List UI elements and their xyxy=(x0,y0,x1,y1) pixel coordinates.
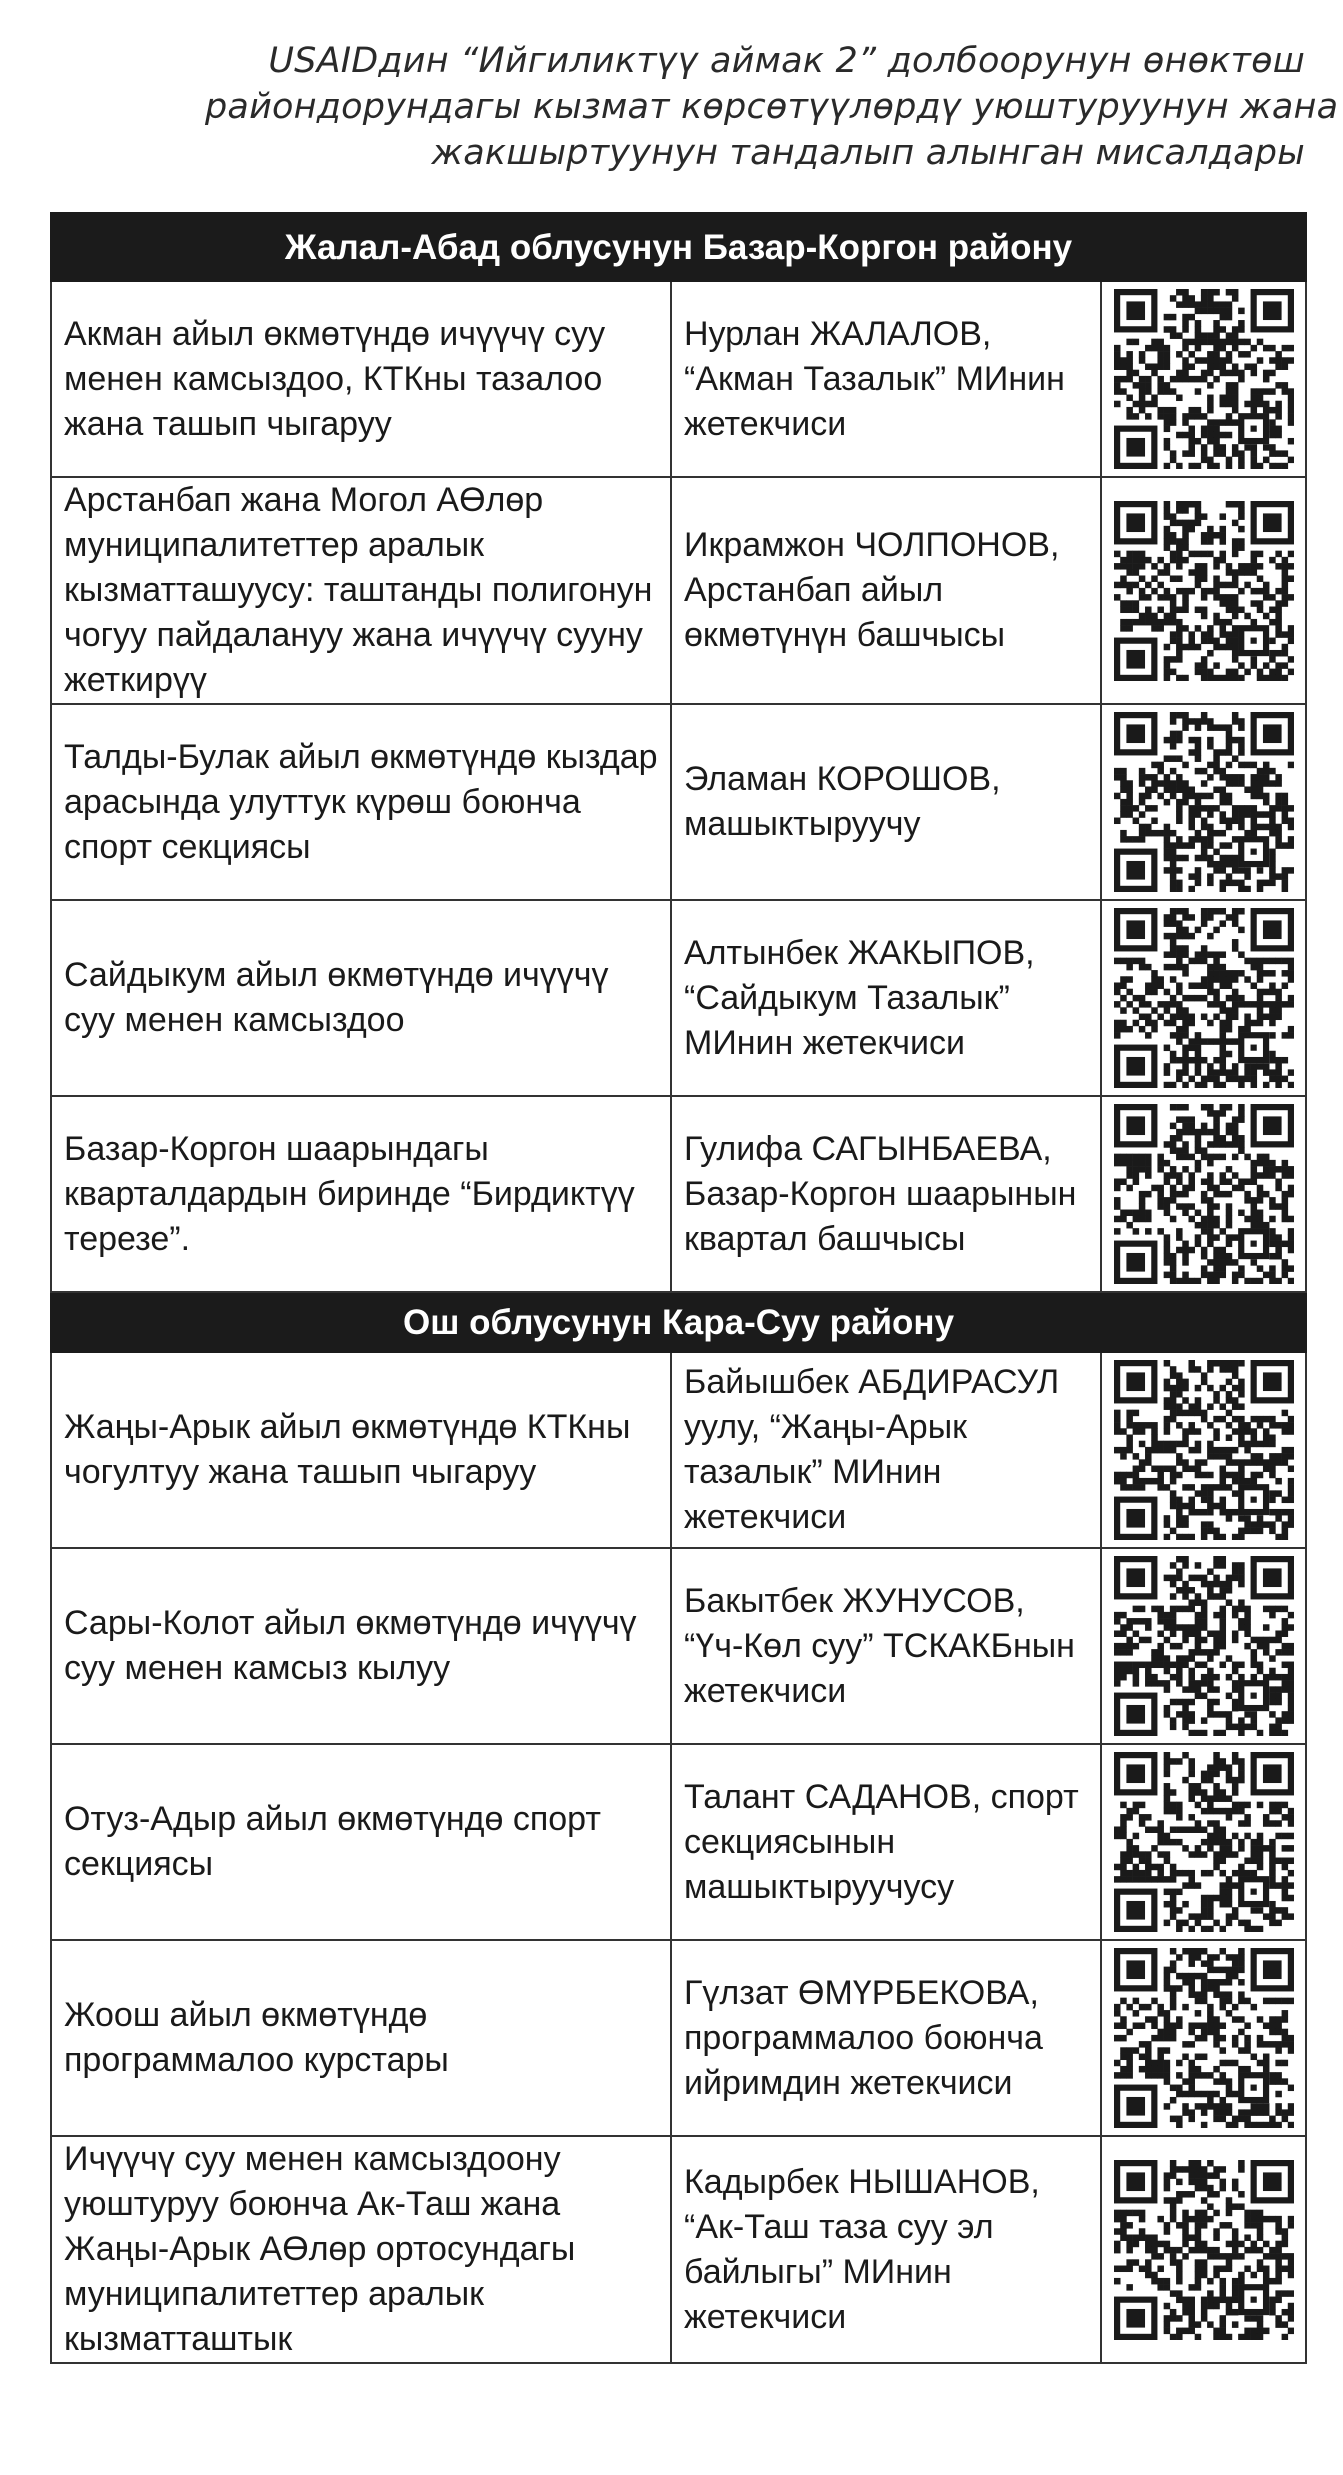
title-line: райондорундагы кызмат көрсөтүүлөрдү уюштуруунун жана xyxy=(205,87,1339,127)
qr-code-icon[interactable] xyxy=(1101,281,1306,477)
section-header xyxy=(51,213,1306,281)
qr-code-icon[interactable] xyxy=(1101,1548,1306,1744)
services-table xyxy=(50,212,1307,2364)
qr-code-icon[interactable] xyxy=(1101,704,1306,900)
section-heading: Ош облусунун Кара-Суу району xyxy=(51,1292,1306,1352)
section-heading: Жалал-Абад облусунун Базар-Коргон району xyxy=(51,213,1306,281)
project-cell: Базар-Коргон шаарындагы кварталдардын биринде “Бирдиктүү терезе”. xyxy=(51,1096,671,1292)
person-cell: Икрамжон ЧОЛПОНОВ, Арстанбап айыл өкмөтүнүн башчысы xyxy=(671,477,1101,704)
table-row xyxy=(51,1096,1306,1292)
person-cell: Талант САДАНОВ, спорт секциясынын машыктыруучусу xyxy=(671,1744,1101,1940)
project-cell: Сайдыкум айыл өкмөтүндө ичүүчү суу менен камсыздоо xyxy=(51,900,671,1096)
table-row xyxy=(51,281,1306,477)
qr-code-icon[interactable] xyxy=(1101,1744,1306,1940)
person-cell: Эламан КОРОШОВ, машыктыруучу xyxy=(671,704,1101,900)
project-cell: Жоош айыл өкмөтүндө программалоо курстары xyxy=(51,1940,671,2136)
project-cell: Жаңы-Арык айыл өкмөтүндө КТКны чогултуу жана ташып чыгаруу xyxy=(51,1352,671,1548)
qr-code-icon[interactable] xyxy=(1101,900,1306,1096)
person-cell: Нурлан ЖАЛАЛОВ, “Акман Тазалык” МИнин жетекчиси xyxy=(671,281,1101,477)
person-cell: Байышбек АБДИРАСУЛ уулу, “Жаңы-Арык тазалык” МИнин жетекчиси xyxy=(671,1352,1101,1548)
project-cell: Сары-Колот айыл өкмөтүндө ичүүчү суу менен камсыз кылуу xyxy=(51,1548,671,1744)
table-row xyxy=(51,1548,1306,1744)
table-row xyxy=(51,1940,1306,2136)
document-title xyxy=(205,38,1339,176)
person-cell: Гүлзат ӨМҮРБЕКОВА, программалоо боюнча ийримдин жетекчиси xyxy=(671,1940,1101,2136)
project-cell: Ичүүчү суу менен камсыздоону уюштуруу боюнча Ак-Таш жана Жаңы-Арык АӨлөр ортосундагы муниципалитеттер аралык кызматташтык xyxy=(51,2136,671,2363)
title-line: жакшыртуунун тандалып алынган мисалдары xyxy=(431,133,1305,173)
qr-code-icon[interactable] xyxy=(1101,477,1306,704)
qr-code-icon[interactable] xyxy=(1101,1352,1306,1548)
table-row xyxy=(51,704,1306,900)
title-line: USAIDдин “Ийгиликтүү аймак 2” долбоорунун өнөктөш xyxy=(268,41,1305,81)
project-cell: Талды-Булак айыл өкмөтүндө кыздар арасында улуттук күрөш боюнча спорт секциясы xyxy=(51,704,671,900)
project-cell: Арстанбап жана Могол АӨлөр муниципалитеттер аралык кызматташуусу: таштанды полигонун чогуу пайдалануу жана ичүүчү сууну жеткирүү xyxy=(51,477,671,704)
project-cell: Акман айыл өкмөтүндө ичүүчү суу менен камсыздоо, КТКны тазалоо жана ташып чыгаруу xyxy=(51,281,671,477)
person-cell: Алтынбек ЖАКЫПОВ, “Сайдыкум Тазалык” МИнин жетекчиси xyxy=(671,900,1101,1096)
project-cell: Отуз-Адыр айыл өкмөтүндө спорт секциясы xyxy=(51,1744,671,1940)
table-row xyxy=(51,1352,1306,1548)
table-row xyxy=(51,1744,1306,1940)
section-header xyxy=(51,1292,1306,1352)
person-cell: Кадырбек НЫШАНОВ, “Ак-Таш таза суу эл байлыгы” МИнин жетекчиси xyxy=(671,2136,1101,2363)
qr-code-icon[interactable] xyxy=(1101,1940,1306,2136)
table-row xyxy=(51,900,1306,1096)
person-cell: Гулифа САГЫНБАЕВА, Базар-Коргон шаарынын квартал башчысы xyxy=(671,1096,1101,1292)
table-row xyxy=(51,2136,1306,2363)
qr-code-icon[interactable] xyxy=(1101,2136,1306,2363)
person-cell: Бакытбек ЖУНУСОВ, “Үч-Көл суу” ТСКАКБнын жетекчиси xyxy=(671,1548,1101,1744)
qr-code-icon[interactable] xyxy=(1101,1096,1306,1292)
table-row xyxy=(51,477,1306,704)
